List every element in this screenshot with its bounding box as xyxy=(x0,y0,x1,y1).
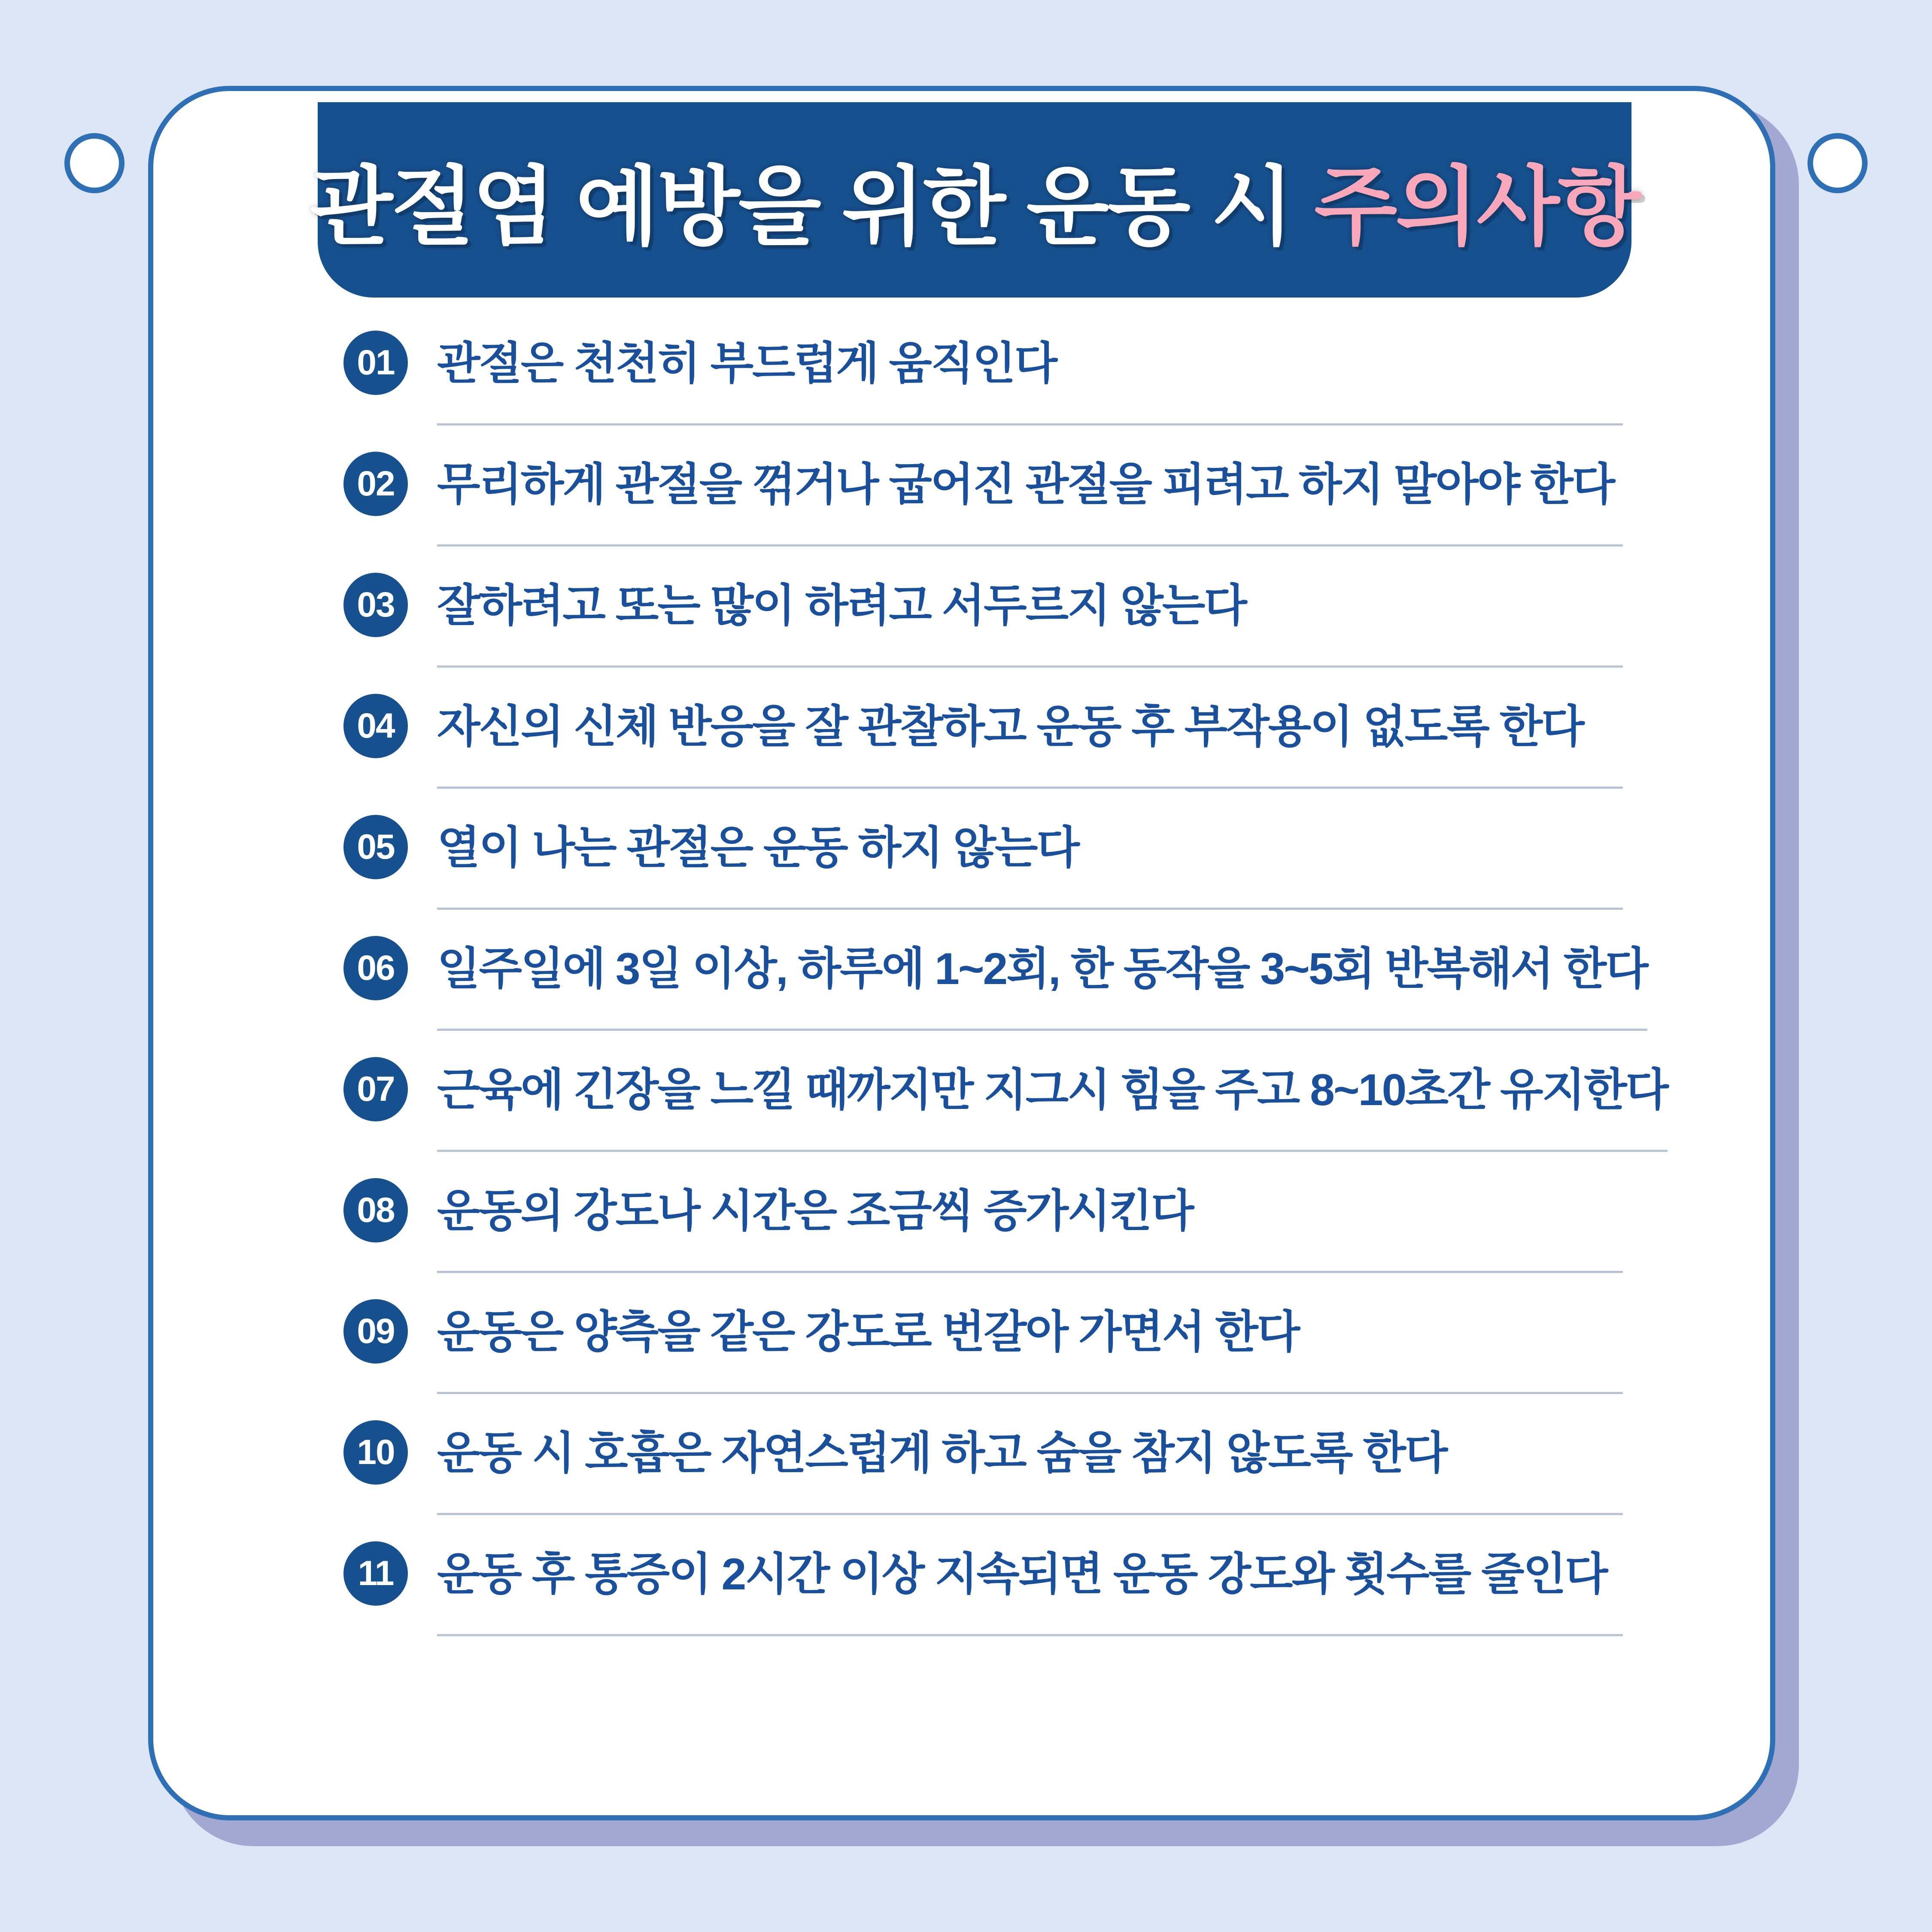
page-title xyxy=(310,138,1639,261)
list-item xyxy=(343,1416,1623,1537)
list-item-label: 운동 시 호흡은 자연스럽게 하고 숨을 참지 않도록 한다 xyxy=(437,1428,1447,1478)
list-item-label: 운동은 양측을 같은 강도로 번갈아 가면서 한다 xyxy=(437,1307,1299,1357)
list-item-label: 열이 나는 관절은 운동 하지 않는다 xyxy=(437,823,1078,873)
list-item-divider xyxy=(437,1634,1623,1636)
list-item-body xyxy=(437,1053,1668,1152)
list-item-number: 03 xyxy=(343,573,408,637)
list-item-number: 08 xyxy=(343,1178,408,1242)
list-item xyxy=(343,690,1623,811)
punch-hole-left-icon xyxy=(64,133,125,193)
list-item-number: 06 xyxy=(343,936,408,1000)
page-title-accent: 주의사항 xyxy=(1314,159,1639,255)
list-item-label: 운동의 강도나 시간은 조금씩 증가시킨다 xyxy=(437,1186,1193,1236)
list-item-body xyxy=(437,932,1647,1031)
list-item xyxy=(343,326,1623,447)
list-item-label: 근육에 긴장을 느낄 때까지만 지그시 힘을 주고 8~10초간 유지한다 xyxy=(437,1065,1668,1115)
list-item-body xyxy=(437,568,1623,668)
list-item-label: 자신의 신체 반응을 잘 관찰하고 운동 후 부작용이 없도록 한다 xyxy=(437,702,1583,752)
list-item-body xyxy=(437,1295,1623,1394)
list-item-divider xyxy=(437,665,1623,668)
list-item-number: 07 xyxy=(343,1057,408,1121)
list-item-label: 운동 후 통증이 2시간 이상 지속되면 운동 강도와 횟수를 줄인다 xyxy=(437,1549,1607,1599)
list-item-divider xyxy=(437,544,1623,547)
list-item-number: 01 xyxy=(343,331,408,395)
list-item xyxy=(343,1174,1623,1295)
list-item-divider xyxy=(437,787,1623,789)
list-item-divider xyxy=(437,1029,1647,1031)
list-item-divider xyxy=(437,1392,1623,1394)
list-item-number: 09 xyxy=(343,1299,408,1364)
list-item xyxy=(343,1537,1623,1658)
list-item xyxy=(343,1053,1668,1174)
list-item-body xyxy=(437,811,1623,910)
list-item-body xyxy=(437,1537,1623,1636)
list-item-label: 관절은 천천히 부드럽게 움직인다 xyxy=(437,339,1057,389)
list-item-body xyxy=(437,1416,1623,1515)
list-item-body xyxy=(437,447,1623,547)
list-item xyxy=(343,568,1623,690)
list-item-label: 잘하려고 또는 많이 하려고 서두르지 않는다 xyxy=(437,581,1246,631)
header-banner xyxy=(310,102,1639,298)
punch-hole-right-icon xyxy=(1807,133,1868,193)
guidelines-list xyxy=(343,326,1668,1658)
list-item-divider xyxy=(437,908,1623,910)
list-item-label: 무리하게 관절을 꺾거나 굽어진 관절을 피려고 하지 말아야 한다 xyxy=(437,460,1614,510)
list-item-divider xyxy=(437,1150,1668,1152)
list-item-label: 일주일에 3일 이상, 하루에 1~2회, 한 동작을 3~5회 반복해서 한다 xyxy=(437,944,1647,994)
list-item-divider xyxy=(437,423,1623,425)
page-title-main: 관절염 예방을 위한 운동 시 xyxy=(310,159,1315,255)
list-item xyxy=(343,932,1647,1053)
list-item-divider xyxy=(437,1513,1623,1515)
list-item-body xyxy=(437,326,1623,425)
list-item-number: 10 xyxy=(343,1420,408,1485)
list-item xyxy=(343,811,1623,932)
list-item-body xyxy=(437,690,1623,789)
list-item-number: 04 xyxy=(343,694,408,758)
list-item-divider xyxy=(437,1271,1623,1273)
list-item-body xyxy=(437,1174,1623,1273)
list-item-number: 05 xyxy=(343,815,408,879)
list-item-number: 11 xyxy=(343,1541,408,1606)
list-item-number: 02 xyxy=(343,452,408,516)
list-item xyxy=(343,447,1623,568)
list-item xyxy=(343,1295,1623,1416)
